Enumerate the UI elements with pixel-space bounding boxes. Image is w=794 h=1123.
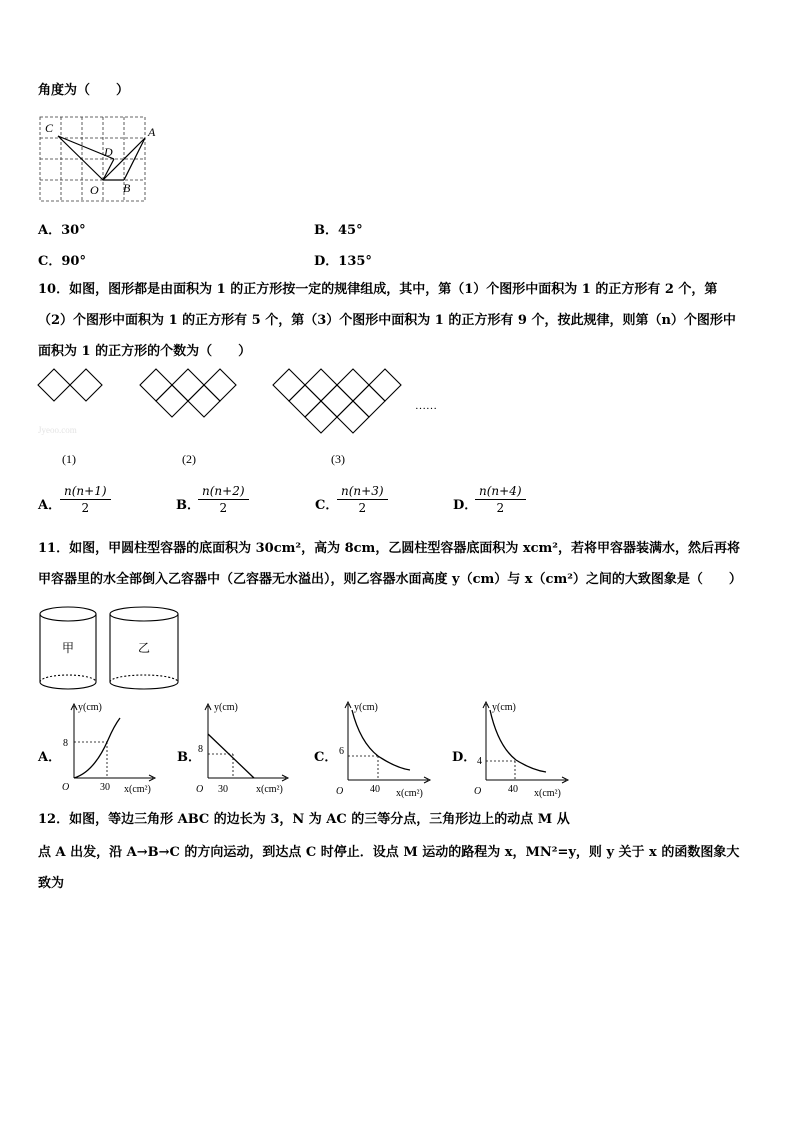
- origin-label: O: [62, 782, 70, 793]
- axis-label-x: x(cm²): [124, 784, 151, 795]
- q12-stem-line2: 点 A 出发，沿 A→B→C 的方向运动，到达点 C 时停止．设点 M 运动的路程为 x，MN²=y，则 y 关于 x 的函数图象大: [38, 845, 740, 860]
- label-B: B: [123, 181, 131, 195]
- origin-label: O: [474, 786, 482, 797]
- q10-stem-line1: 10．如图，图形都是由面积为 1 的正方形按一定的规律组成，其中，第（1）个图形中面积为 1 的正方形有 2 个，第: [38, 282, 718, 297]
- q10-square-pattern-figure: [30, 365, 450, 440]
- origin-label: O: [196, 784, 204, 795]
- axis-label-x: x(cm²): [534, 788, 561, 799]
- axis-label-x: x(cm²): [256, 784, 283, 795]
- x-tick-label: 40: [508, 784, 518, 795]
- label-D: D: [104, 145, 113, 159]
- q10-option-c-fraction: $\frac{n(n+3)}{2}$: [337, 484, 388, 515]
- q11-option-a-letter: A．: [38, 750, 62, 765]
- watermark: Jyeoo.com: [38, 425, 77, 435]
- q11-stem-line1: 11．如图，甲圆柱型容器的底面积为 30cm²，高为 8cm，乙圆柱型容器底面积为 xcm²，若将甲容器装满水，然后再将: [38, 541, 740, 556]
- x-tick-label: 30: [218, 784, 228, 795]
- q11-cylinders-figure: [34, 604, 194, 696]
- q11-stem-line2: 甲容器里的水全部倒入乙容器中（乙容器无水溢出），则乙容器水面高度 y（cm）与 x（cm²）之间的大致图象是（ ）: [38, 572, 742, 587]
- q10-figure-label-1: (1): [62, 452, 76, 466]
- q10-figure-label-3: (3): [331, 452, 345, 466]
- q9-option-d: D．135°: [314, 254, 372, 269]
- axis-label-y: y(cm): [354, 702, 378, 713]
- q12-stem-line1: 12．如图，等边三角形 ABC 的边长为 3，N 为 AC 的三等分点，三角形边上的动点 M 从: [38, 812, 570, 827]
- q9-option-b: B．45°: [314, 223, 363, 238]
- label-O: O: [90, 183, 99, 197]
- q10-ellipsis: ……: [415, 400, 437, 412]
- y-tick-label: 8: [63, 738, 68, 749]
- q11-graph-c: [334, 700, 434, 800]
- q10-option-a-letter: A．: [38, 498, 62, 513]
- axis-label-y: y(cm): [78, 702, 102, 713]
- x-tick-label: 30: [100, 782, 110, 793]
- axis-label-y: y(cm): [214, 702, 238, 713]
- q9-stem-tail: 角度为（ ）: [38, 83, 130, 98]
- q10-option-b-fraction: $\frac{n(n+2)}{2}$: [198, 484, 249, 515]
- q10-option-b-letter: B．: [176, 498, 200, 513]
- q11-option-d-letter: D．: [452, 750, 477, 765]
- q10-figure-label-2: (2): [182, 452, 196, 466]
- origin-label: O: [336, 786, 344, 797]
- axis-label-y: y(cm): [492, 702, 516, 713]
- y-tick-label: 6: [339, 746, 344, 757]
- q12-stem-line3: 致为: [38, 876, 65, 891]
- q11-option-c-letter: C．: [314, 750, 338, 765]
- label-A: A: [148, 125, 156, 139]
- y-tick-label: 8: [198, 744, 203, 755]
- q9-grid-figure: [30, 112, 165, 207]
- axis-label-x: x(cm²): [396, 788, 423, 799]
- cylinder-jia-label: 甲: [62, 641, 75, 655]
- q11-graph-b: [194, 700, 294, 800]
- label-C: C: [45, 121, 54, 135]
- q10-option-a-fraction: $\frac{n(n+1)}{2}$: [60, 484, 111, 515]
- q11-graph-d: [472, 700, 572, 800]
- q10-stem-line3: 面积为 1 的正方形的个数为（ ）: [38, 344, 252, 359]
- q11-option-b-letter: B．: [177, 750, 201, 765]
- y-tick-label: 4: [477, 756, 482, 767]
- q9-option-c: C．90°: [38, 254, 86, 269]
- q10-option-c-letter: C．: [315, 498, 339, 513]
- x-tick-label: 40: [370, 784, 380, 795]
- q9-option-a: A．30°: [38, 223, 86, 238]
- cylinder-yi-label: 乙: [138, 641, 151, 655]
- q10-stem-line2: （2）个图形中面积为 1 的正方形有 5 个，第（3）个图形中面积为 1 的正方形有 9 个，按此规律，则第（n）个图形中: [38, 313, 736, 328]
- q10-option-d-letter: D．: [453, 498, 478, 513]
- q11-graph-a: [58, 700, 158, 800]
- q10-option-d-fraction: $\frac{n(n+4)}{2}$: [475, 484, 526, 515]
